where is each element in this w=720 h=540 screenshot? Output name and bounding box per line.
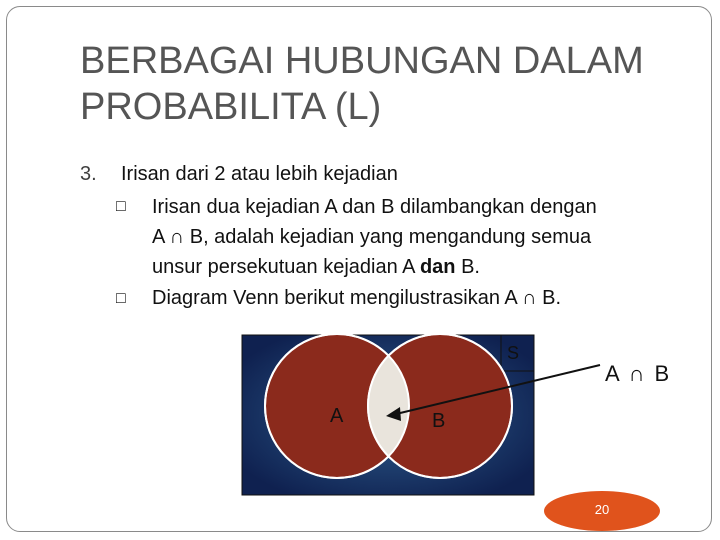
set-a-label: A xyxy=(330,405,344,427)
bullet1-line1: Irisan dua kejadian A dan B dilambangkan dengan xyxy=(152,196,597,218)
bullet1-line2: A ∩ B, adalah kejadian yang mengandung semua xyxy=(152,226,592,248)
item-number: 3. xyxy=(80,163,97,185)
title-line-2: PROBABILITA (L) xyxy=(80,86,382,128)
bullet-icon: □ xyxy=(116,198,126,215)
bullet1-line3-pre: unsur persekutuan kejadian A xyxy=(152,256,420,278)
intersection-label: A ∩ B xyxy=(605,361,672,386)
bullet-icon: □ xyxy=(116,290,126,307)
bullet2-text: Diagram Venn berikut mengilustrasikan A ∩ B. xyxy=(152,287,562,309)
universe-label: S xyxy=(507,343,520,363)
title-line-1: BERBAGAI HUBUNGAN DALAM xyxy=(80,40,644,82)
set-b-label: B xyxy=(432,410,446,432)
bullet1-line3-post: B. xyxy=(455,256,480,278)
bullet1-line3-bold: dan xyxy=(419,256,456,278)
item-text: Irisan dari 2 atau lebih kejadian xyxy=(121,163,398,185)
page-number: 20 xyxy=(594,502,610,517)
